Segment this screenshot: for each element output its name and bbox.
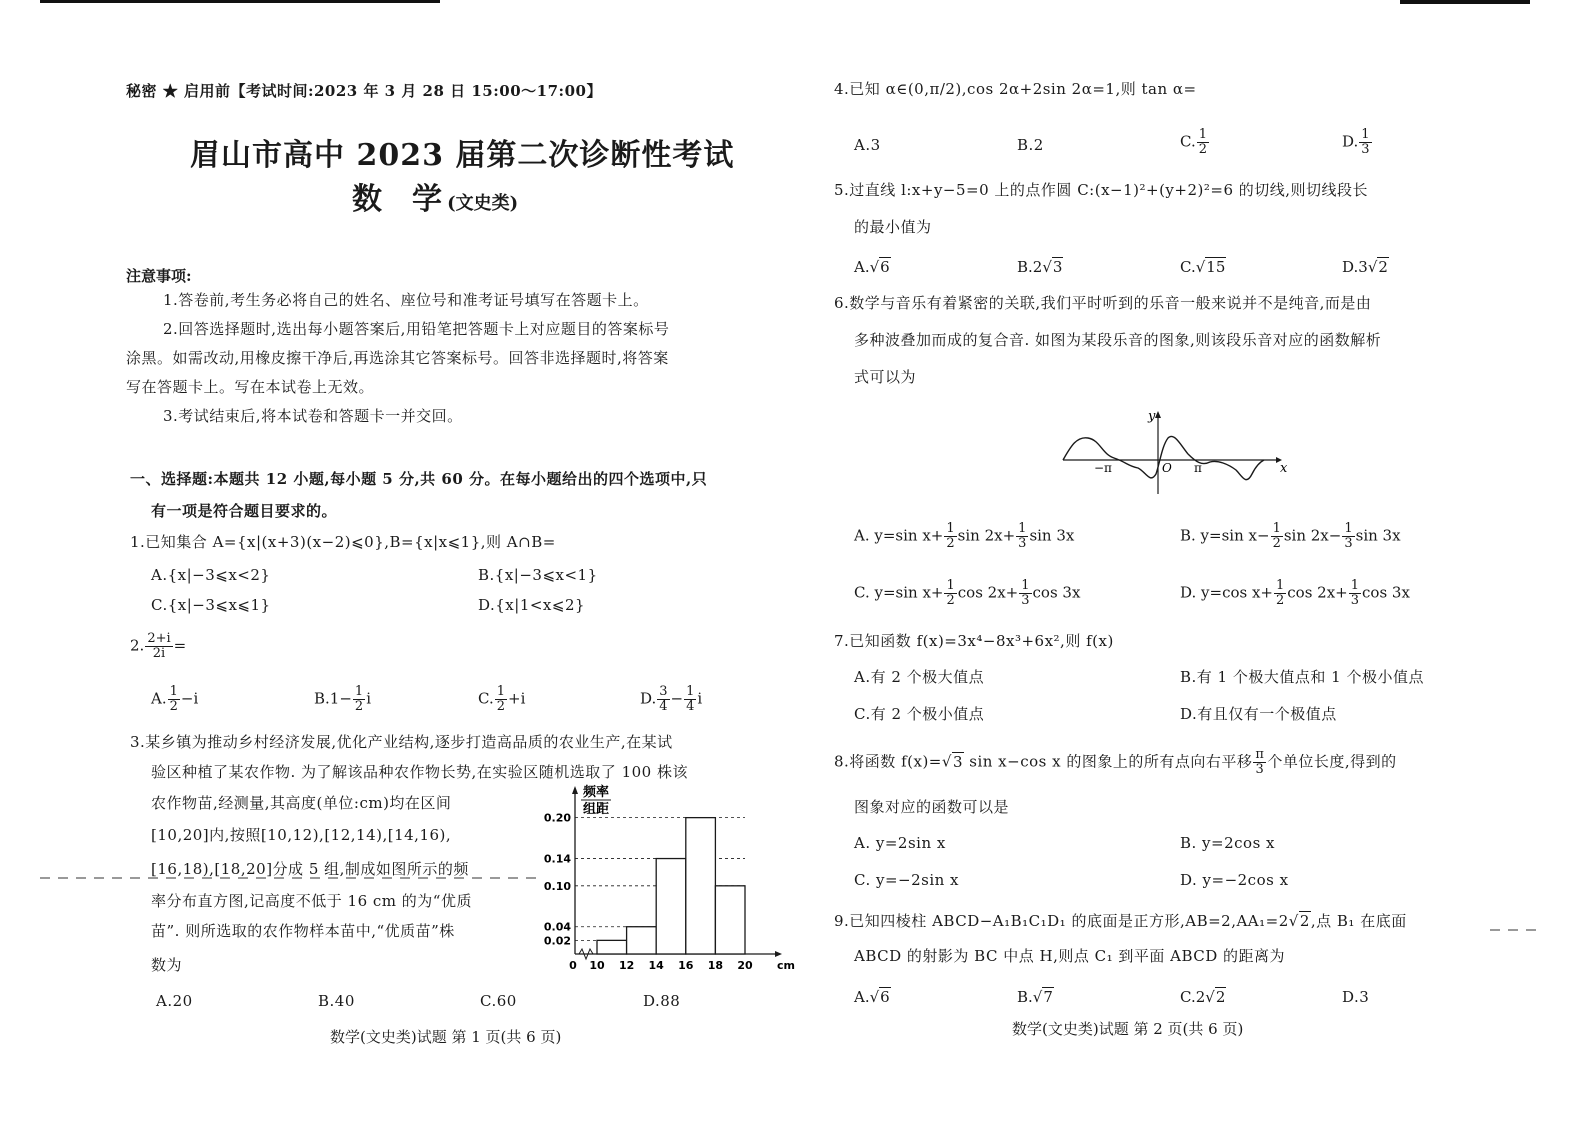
q2-c-post: +i [508,689,526,708]
q6-c-n1: 1 [946,578,955,593]
q6-c-post: cos 3x [1032,583,1081,602]
q2-c-num: 1 [496,684,505,699]
exam-title: 眉山市高中 2023 届第二次诊断性考试 [190,138,735,173]
q1-option-a: A.{x|−3⩽x<2} [151,566,271,584]
q9-c-pre: C.2 [1180,988,1206,1006]
q3-option-b: B.40 [318,992,355,1010]
q8-option-c: C. y=−2sin x [854,871,960,889]
q4-c-den: 2 [1198,142,1207,157]
q2-d-mid: − [670,689,684,708]
y-axis-arrow [572,786,578,794]
q6-option-c [854,579,1080,608]
x-axis-unit-label: cm [777,959,795,972]
q9-line-1-rad: 2 [1299,912,1310,930]
q4-stem: 4.已知 α∈(0,π/2),cos 2α+2sin 2α=1,则 tan α= [834,80,1197,98]
x-tick-label-16: 16 [678,959,694,972]
q8-line-1-pre: 8.将函数 f(x)= [834,752,942,771]
graph-x-label: x [1280,461,1288,476]
y-label-denominator: 组距 [583,802,610,817]
subject-title [352,174,518,218]
q5-b-rad: 3 [1052,258,1063,276]
q2-c-den: 2 [496,699,505,714]
q6-c-pre: C. y=sin x+ [854,583,944,602]
q9-line-2: ABCD 的射影为 BC 中点 H,则点 C₁ 到平面 ABCD 的距离为 [854,947,1286,965]
q6-d-pre: D. y=cos x+ [1180,583,1273,602]
q2-a-num: 1 [169,684,178,699]
q4-d-pre: D. [1342,132,1359,151]
q5-line-2: 的最小值为 [854,218,932,236]
x-axis-arrow [775,951,782,957]
q2-stem [130,632,186,661]
q5-option-a: A.√6 [854,258,890,276]
q7-option-d: D.有且仅有一个极值点 [1180,705,1337,723]
q5-c-pre: C. [1180,258,1196,276]
q8-option-a: A. y=2sin x [854,834,946,852]
q1-option-b: B.{x|−3⩽x<1} [478,566,598,584]
q2-number: 2. [130,636,145,655]
q6-a-d2: 3 [1018,536,1027,551]
q6-option-a [854,522,1074,551]
q2-option-b [314,685,371,714]
q6-line-1: 6.数学与音乐有着紧密的关联,我们平时听到的乐音一般来说并不是纯音,而是由 [834,294,1372,312]
q6-c-d2: 3 [1021,593,1030,608]
q2-d-den-1: 4 [659,699,668,714]
q7-option-a: A.有 2 个极大值点 [854,668,985,686]
y-tick-label-0.10: 0.10 [543,879,571,893]
q8-option-b: B. y=2cos x [1180,834,1276,852]
q9-option-d: D.3 [1342,988,1370,1006]
bar-10-12 [597,940,627,954]
q5-line-1: 5.过直线 l:x+y−5=0 上的点作圆 C:(x−1)²+(y+2)²=6 的切线,则切线段长 [834,181,1369,199]
q4-d-num: 1 [1361,127,1370,142]
q2-b-pre: B.1− [314,689,352,708]
q8-line-1-rad: 3 [952,752,963,771]
q6-b-d2: 3 [1344,536,1353,551]
y-tick-label-0.20: 0.20 [543,811,571,825]
q6-a-n1: 1 [946,521,955,536]
q2-d-num-2: 1 [686,684,695,699]
section-1-line-1: 一、选择题:本题共 12 小题,每小题 5 分,共 60 分。在每小题给出的四个选项中,只 [130,470,708,488]
q2-frac-num: 2+i [147,631,171,646]
q2-a-post: −i [180,689,199,708]
q6-a-post: sin 3x [1029,526,1075,545]
q2-d-post: i [697,689,703,708]
q9-b-pre: B. [1017,988,1033,1006]
q3-line-3: 农作物苗,经测量,其高度(单位:cm)均在区间 [151,794,452,812]
q3-option-d: D.88 [643,992,681,1010]
graph-y-label: y [1148,409,1156,424]
q9-a-rad: 6 [880,988,890,1006]
q3-line-2: 验区种植了某农作物. 为了解该品种农作物长势,在实验区随机选取了 100 株该 [151,763,688,781]
q9-line-1-post: ,点 B₁ 在底面 [1310,912,1407,930]
q4-d-frac [1359,128,1371,157]
q4-c-frac [1197,128,1209,157]
q9-option-c: C.2√2 [1180,988,1226,1006]
y-tick-label-0.02: 0.02 [543,934,571,948]
q6-d-frac-1 [1274,579,1286,608]
q6-a-pre: A. y=sin x+ [854,526,944,545]
q6-b-frac-2 [1342,522,1354,551]
notice-item-1: 1.答卷前,考生务必将自己的姓名、座位号和准考证号填写在答题卡上。 [163,291,649,309]
q9-line-1-pre: 9.已知四棱柱 ABCD−A₁B₁C₁D₁ 的底面是正方形,AB=2,AA₁=2 [834,912,1289,930]
secrecy-line: 秘密 ★ 启用前【考试时间:2023 年 3 月 28 日 15:00～17:00】 [126,82,602,100]
x-tick-label-10: 10 [589,959,605,972]
q6-a-frac-2 [1016,522,1028,551]
q2-b-den: 2 [354,699,364,714]
q4-option-b: B.2 [1017,136,1044,154]
q8-option-d: D. y=−2cos x [1180,871,1289,889]
q5-option-d: D.3√2 [1342,258,1388,276]
q6-d-d2: 3 [1350,593,1360,608]
q2-a-den: 2 [169,699,178,714]
y-tick-label-0.14: 0.14 [543,852,571,866]
q3-line-8: 数为 [151,956,183,974]
q9-line-1: 9.已知四棱柱 ABCD−A₁B₁C₁D₁ 的底面是正方形,AB=2,AA₁=2√2,点 B₁ 在底面 [834,912,1407,930]
q5-option-b: B.2√3 [1017,258,1063,276]
q2-c-frac [495,685,507,714]
q2-frac-den: 2i [152,646,166,661]
q6-c-mid: cos 2x+ [957,583,1019,602]
q6-d-post: cos 3x [1362,583,1410,602]
q6-a-mid: sin 2x+ [957,526,1016,545]
q6-c-d1: 2 [946,593,955,608]
q4-option-c [1180,128,1210,157]
q5-a-pre: A. [854,258,870,276]
q8-shift-num: π [1255,747,1265,762]
q4-d-den: 3 [1361,142,1370,157]
q5-a-rad: 6 [880,258,890,276]
q6-option-d [1180,579,1410,608]
bar-14-16 [656,859,686,954]
notice-item-2-line-2: 涂黑。如需改动,用橡皮擦干净后,再选涂其它答案标号。回答非选择题时,将答案 [126,349,669,367]
graph-origin-label: O [1162,461,1172,475]
q2-c-pre: C. [478,689,494,708]
section-1-line-2: 有一项是符合题目要求的。 [151,502,338,520]
subject-note: (文史类) [447,193,519,214]
q6-option-b [1180,522,1401,551]
q6-d-mid: cos 2x+ [1287,583,1348,602]
x-tick-label-12: 12 [618,959,635,972]
q6-line-2: 多种波叠加而成的复合音. 如图为某段乐音的图象,则该段乐音对应的函数解析 [854,331,1382,349]
q6-d-n1: 1 [1276,578,1285,593]
q6-b-mid: sin 2x− [1283,526,1342,545]
q9-c-rad: 2 [1215,988,1226,1006]
q6-a-n2: 1 [1018,521,1027,536]
notice-heading: 注意事项: [126,267,192,285]
q6-line-3: 式可以为 [854,368,917,386]
q8-line-1-mid: sin x−cos x 的图象上的所有点向右平移 [963,752,1253,771]
q2-b-frac [353,685,365,714]
q9-option-b: B.√7 [1017,988,1053,1006]
sound-wave-graph [1058,408,1288,498]
q6-b-pre: B. y=sin x− [1180,526,1270,545]
bar-16-18 [686,818,716,954]
bar-12-14 [627,927,657,954]
q4-option-a: A.3 [854,136,881,154]
q5-d-pre: D.3 [1342,258,1368,276]
notice-item-2-line-3: 写在答题卡上。写在本试卷上无效。 [126,378,375,396]
q8-line-2: 图象对应的函数可以是 [854,798,1010,816]
q6-d-frac-2 [1349,579,1361,608]
q9-option-a: A.√6 [854,988,890,1006]
q6-c-n2: 1 [1021,578,1030,593]
q2-a-frac [168,685,180,714]
q1-stem: 1.已知集合 A={x|(x+3)(x−2)⩽0},B={x|x⩽1},则 A∩B= [130,533,556,551]
q3-line-6: 率分布直方图,记高度不低于 16 cm 的为“优质 [151,892,472,910]
q2-a-pre: A. [151,689,167,708]
q5-c-rad: 15 [1206,258,1226,276]
q3-line-4: [10,20]内,按照[10,12),[12,14),[14,16), [151,826,452,844]
q2-d-frac-1 [657,685,669,714]
q6-c-frac-1 [944,579,956,608]
q6-b-n2: 1 [1344,521,1353,536]
q8-shift-frac [1253,748,1266,777]
notice-item-3: 3.考试结束后,将本试卷和答题卡一并交回。 [163,407,463,425]
q8-line-1-post: 个单位长度,得到的 [1267,752,1397,771]
q4-option-d [1342,128,1373,157]
q6-d-d1: 2 [1276,593,1285,608]
q6-c-frac-2 [1019,579,1031,608]
q4-c-num: 1 [1198,127,1207,142]
q3-option-c: C.60 [480,992,517,1010]
q2-d-frac-2 [684,685,696,714]
q9-b-rad: 7 [1043,988,1053,1006]
graph-pi-label: π [1194,461,1202,475]
q6-b-n1: 1 [1272,521,1281,536]
q9-a-pre: A. [854,988,870,1006]
q4-c-pre: C. [1180,132,1196,151]
q8-shift-den: 3 [1255,762,1265,777]
q1-option-c: C.{x|−3⩽x⩽1} [151,596,271,614]
q7-option-c: C.有 2 个极小值点 [854,705,985,723]
q2-option-d [640,685,702,714]
q6-d-n2: 1 [1350,578,1360,593]
q2-d-pre: D. [640,689,657,708]
q2-equals: = [173,636,187,655]
q2-d-num-1: 3 [659,684,668,699]
q7-stem: 7.已知函数 f(x)=3x⁴−8x³+6x²,则 f(x) [834,632,1114,650]
q2-option-c [478,685,525,714]
y-label-numerator: 频率 [583,785,610,800]
q3-line-7: 苗”. 则所选取的农作物样本苗中,“优质苗”株 [151,922,455,940]
q2-b-num: 1 [354,684,364,699]
graph-y-arrow [1155,411,1161,418]
q3-option-a: A.20 [156,992,193,1010]
footer-page-1: 数学(文史类)试题 第 1 页(共 6 页) [330,1028,562,1046]
q6-a-frac-1 [944,522,956,551]
y-tick-label-0.04: 0.04 [543,920,571,934]
x-tick-label-14: 14 [648,959,664,972]
q5-d-rad: 2 [1378,258,1388,276]
x-tick-label-20: 20 [737,959,753,972]
bar-18-20 [715,886,745,954]
subject-name: 数 学 [352,182,442,217]
origin-label: 0 [569,959,577,972]
q6-b-d1: 2 [1272,536,1281,551]
q7-option-b: B.有 1 个极大值点和 1 个极小值点 [1180,668,1424,686]
frequency-histogram [540,782,795,972]
q6-a-d1: 2 [946,536,955,551]
q5-b-pre: B.2 [1017,258,1043,276]
q2-b-post: i [366,689,371,708]
q5-option-c: C.√15 [1180,258,1226,276]
q2-option-a [151,685,198,714]
notice-item-2-line-1: 2.回答选择题时,选出每小题答案后,用铅笔把答题卡上对应题目的答案标号 [163,320,670,338]
q6-b-post: sin 3x [1355,526,1401,545]
q3-line-1: 3.某乡镇为推动乡村经济发展,优化产业结构,逐步打造高品质的农业生产,在某试 [130,733,673,751]
q8-line-1: 8.将函数 f(x)=√3 sin x−cos x 的图象上的所有点向右平移 $\frac{\pi}{3}$ 个单位长度,得到的 [834,747,1397,777]
graph-neg-pi-label: −π [1094,461,1112,475]
footer-page-2: 数学(文史类)试题 第 2 页(共 6 页) [1012,1020,1244,1038]
q6-b-frac-1 [1271,522,1283,551]
q1-option-d: D.{x|1<x⩽2} [478,596,586,614]
q3-line-5: [16,18),[18,20]分成 5 组,制成如图所示的频 [151,860,469,878]
x-tick-label-18: 18 [707,959,724,972]
q2-fraction [145,632,172,661]
page-2 [822,0,1588,1123]
q2-d-den-2: 4 [686,699,695,714]
